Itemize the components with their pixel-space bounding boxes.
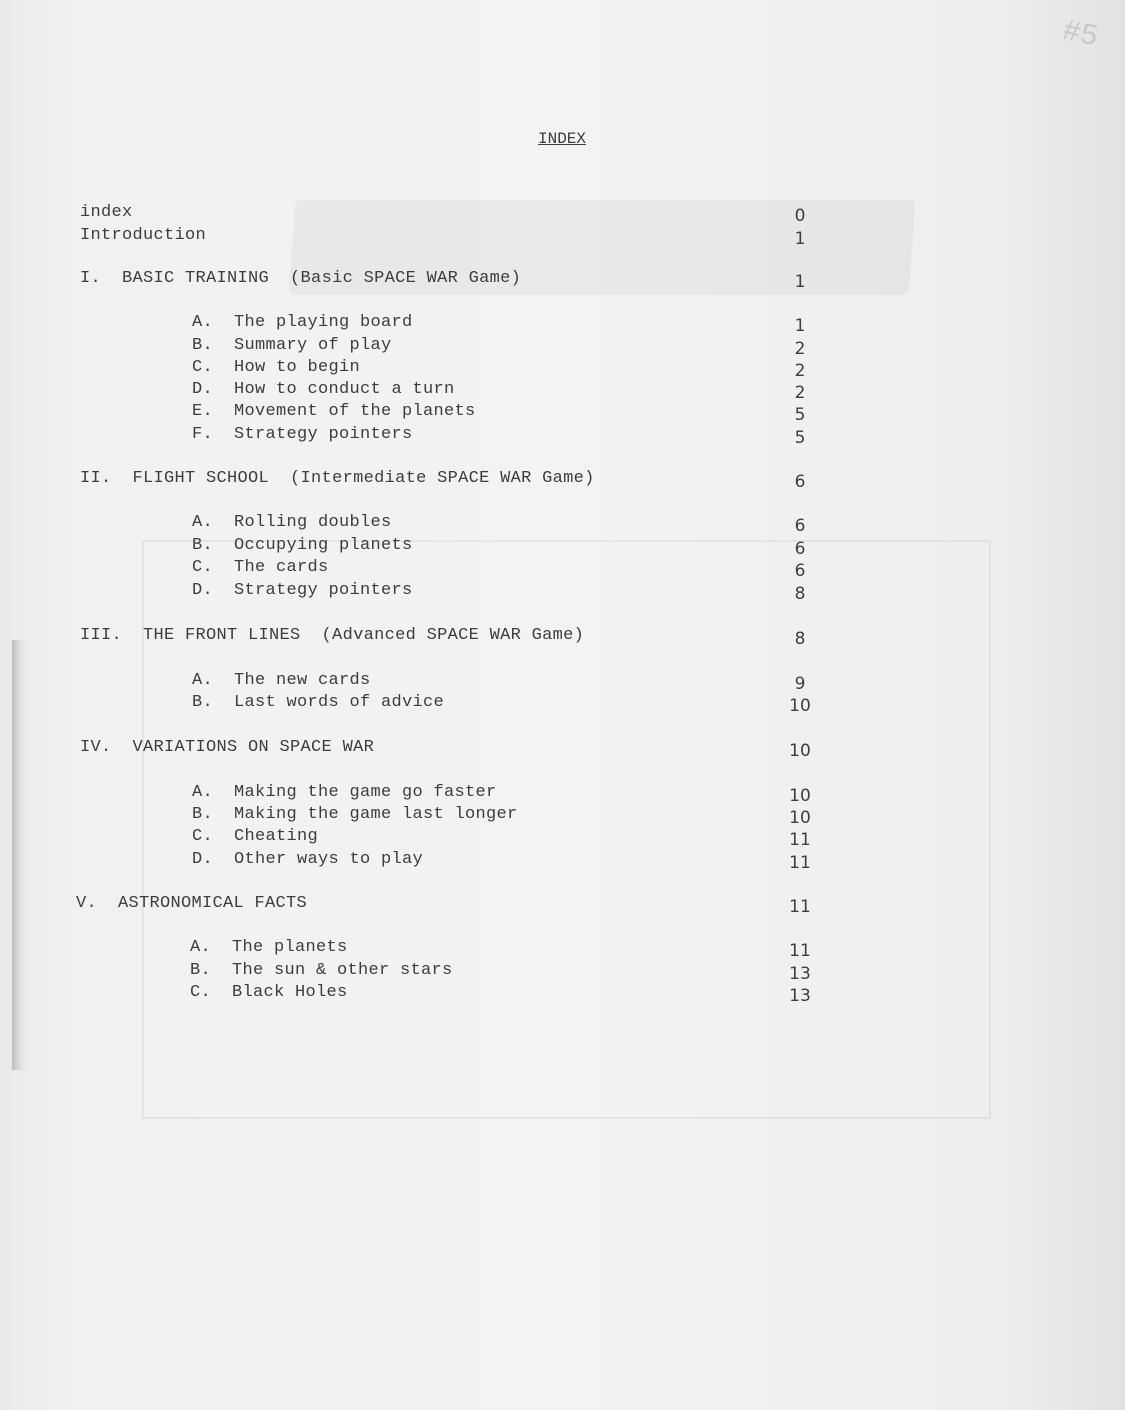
subentry-text: Black Holes: [232, 983, 348, 1002]
page-edge-shadow: [12, 640, 26, 1070]
subentry-letter: F.: [192, 425, 214, 444]
subentry-letter: D.: [192, 581, 214, 600]
toc-subentry: [192, 312, 413, 334]
toc-page-number: 6: [794, 472, 806, 492]
toc-section-heading: [80, 468, 595, 490]
section-title: FLIGHT SCHOOL (Intermediate SPACE WAR Game): [132, 469, 595, 488]
toc-page-number: 8: [794, 584, 806, 604]
section-number: III.: [80, 626, 123, 645]
section-number: I.: [80, 269, 102, 288]
toc-subentry: [192, 401, 476, 423]
toc-subentry: [192, 670, 371, 692]
toc-page-number: 6: [794, 561, 806, 581]
toc-page-number: 6: [794, 516, 806, 536]
subentry-text: The new cards: [234, 671, 371, 690]
page-title: INDEX: [538, 130, 587, 148]
subentry-text: Cheating: [234, 827, 319, 846]
subentry-text: Rolling doubles: [234, 513, 392, 532]
subentry-text: Making the game go faster: [234, 783, 497, 802]
document-page: [12, 0, 1125, 1410]
toc-subentry: [190, 960, 453, 982]
section-title: VARIATIONS ON SPACE WAR: [132, 738, 375, 757]
subentry-text: The playing board: [234, 313, 413, 332]
toc-entry-index: [80, 202, 133, 224]
toc-subentry: [192, 692, 444, 714]
section-number: IV.: [80, 738, 112, 757]
toc-entry-text: Introduction: [80, 226, 207, 245]
subentry-text: The planets: [232, 938, 348, 957]
toc-subentry: [192, 535, 413, 557]
toc-page-number: 5: [794, 405, 806, 425]
toc-page-number: 10: [789, 786, 811, 806]
subentry-letter: A.: [192, 783, 214, 802]
toc-subentry: [192, 335, 392, 357]
subentry-letter: A.: [192, 313, 214, 332]
subentry-letter: D.: [192, 380, 214, 399]
toc-page-number: 1: [794, 229, 806, 249]
toc-page-number: 11: [789, 853, 811, 873]
toc-entry-text: index: [80, 203, 133, 222]
subentry-letter: B.: [192, 693, 214, 712]
subentry-letter: C.: [192, 358, 214, 377]
toc-subentry: [192, 379, 455, 401]
toc-subentry: [190, 937, 348, 959]
toc-page-number: 8: [794, 629, 806, 649]
handwritten-corner-mark: #5: [1058, 14, 1102, 56]
subentry-text: Other ways to play: [234, 850, 424, 869]
section-title: ASTRONOMICAL FACTS: [118, 894, 308, 913]
section-number: V.: [76, 894, 98, 913]
toc-section-heading: [80, 625, 584, 647]
toc-subentry: [192, 826, 318, 848]
toc-page-number: 0: [794, 206, 806, 226]
subentry-text: Strategy pointers: [234, 581, 413, 600]
subentry-letter: B.: [192, 336, 214, 355]
section-number: II.: [80, 469, 112, 488]
toc-page-number: 2: [794, 361, 806, 381]
toc-page-number: 2: [794, 339, 806, 359]
toc-page-number: 6: [794, 539, 806, 559]
toc-section-heading: [80, 737, 374, 759]
subentry-letter: B.: [192, 536, 214, 555]
subentry-letter: C.: [192, 827, 214, 846]
toc-page-number: 13: [789, 986, 811, 1006]
toc-subentry: [192, 557, 329, 579]
subentry-letter: A.: [190, 938, 212, 957]
subentry-text: Last words of advice: [234, 693, 445, 712]
toc-subentry: [192, 849, 423, 871]
toc-page-number: 10: [789, 696, 811, 716]
section-title: BASIC TRAINING (Basic SPACE WAR Game): [122, 269, 522, 288]
subentry-letter: D.: [192, 850, 214, 869]
subentry-letter: C.: [190, 983, 212, 1002]
toc-section-heading: [76, 893, 307, 915]
toc-page-number: 1: [794, 316, 806, 336]
subentry-letter: A.: [192, 513, 214, 532]
toc-page-number: 13: [789, 964, 811, 984]
toc-page-number: 10: [789, 808, 811, 828]
subentry-text: How to conduct a turn: [234, 380, 455, 399]
toc-subentry: [192, 804, 518, 826]
subentry-letter: B.: [192, 805, 214, 824]
toc-page-number: 9: [794, 674, 806, 694]
subentry-text: The cards: [234, 558, 329, 577]
subentry-letter: B.: [190, 961, 212, 980]
toc-page-number: 5: [794, 428, 806, 448]
subentry-text: Strategy pointers: [234, 425, 413, 444]
subentry-letter: C.: [192, 558, 214, 577]
toc-page-number: 2: [794, 383, 806, 403]
toc-page-number: 1: [794, 272, 806, 292]
subentry-letter: A.: [192, 671, 214, 690]
subentry-text: Movement of the planets: [234, 402, 476, 421]
toc-page-number: 10: [789, 741, 811, 761]
toc-page-number: 11: [789, 897, 811, 917]
subentry-text: Making the game last longer: [234, 805, 518, 824]
toc-page-number: 11: [789, 941, 811, 961]
subentry-text: The sun & other stars: [232, 961, 453, 980]
subentry-letter: E.: [192, 402, 214, 421]
toc-subentry: [192, 580, 413, 602]
subentry-text: How to begin: [234, 358, 361, 377]
toc-subentry: [192, 424, 413, 446]
toc-entry-introduction: [80, 225, 206, 247]
toc-page-number: 11: [789, 830, 811, 850]
subentry-text: Occupying planets: [234, 536, 413, 555]
toc-section-heading: [80, 268, 521, 290]
subentry-text: Summary of play: [234, 336, 392, 355]
toc-subentry: [190, 982, 348, 1004]
toc-subentry: [192, 357, 360, 379]
section-title: THE FRONT LINES (Advanced SPACE WAR Game): [143, 626, 585, 645]
toc-subentry: [192, 782, 497, 804]
toc-subentry: [192, 512, 392, 534]
